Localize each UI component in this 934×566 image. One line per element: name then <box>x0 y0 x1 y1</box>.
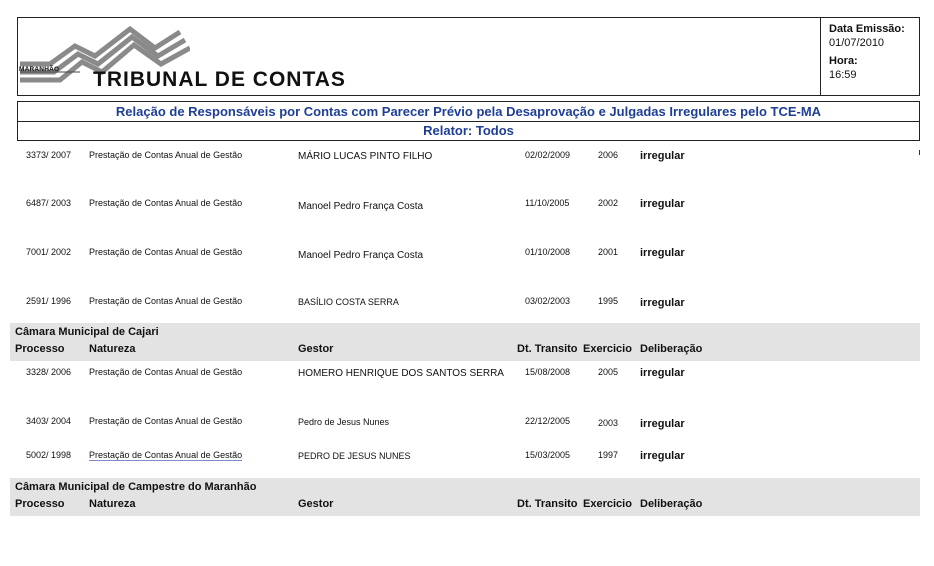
col-header-exercicio: Exercicio <box>583 343 632 355</box>
section-name: Câmara Municipal de Campestre do Maranhão <box>15 481 257 493</box>
exercicio-cell: 1997 <box>598 450 619 460</box>
processo-cell: 2591/ 1996 <box>26 296 72 306</box>
processo-cell: 3373/ 2007 <box>26 150 72 160</box>
table-row <box>0 247 934 267</box>
exercicio-cell: 2003 <box>598 418 619 428</box>
natureza-cell: Prestação de Contas Anual de Gestão <box>89 247 243 257</box>
col-header-deliberacao: Deliberação <box>640 498 703 510</box>
table-row <box>0 296 934 316</box>
gestor-cell: MÁRIO LUCAS PINTO FILHO <box>298 151 433 162</box>
processo-cell: 6487/ 2003 <box>26 198 72 208</box>
processo-cell: 3328/ 2006 <box>26 367 72 377</box>
section-header-cajari <box>10 323 920 361</box>
report-relator: Relator: Todos <box>423 123 514 138</box>
table-row <box>0 150 934 170</box>
dt-transito-cell: 02/02/2009 <box>525 150 571 160</box>
emission-time-label: Hora: <box>829 55 858 67</box>
col-header-processo: Processo <box>15 498 65 510</box>
processo-cell: 3403/ 2004 <box>26 416 72 426</box>
col-header-processo: Processo <box>15 343 65 355</box>
col-header-gestor: Gestor <box>298 343 334 355</box>
logo-title: TRIBUNAL DE CONTAS <box>93 68 346 91</box>
col-header-deliberacao: Deliberação <box>640 343 703 355</box>
deliberacao-cell: irregular <box>640 418 685 430</box>
dt-transito-cell: 03/02/2003 <box>525 296 571 306</box>
section-name: Câmara Municipal de Cajari <box>15 326 159 338</box>
col-header-gestor: Gestor <box>298 498 334 510</box>
emission-box <box>820 17 920 96</box>
emission-date-label: Data Emissão: <box>829 23 905 35</box>
processo-cell: 5002/ 1998 <box>26 450 72 460</box>
deliberacao-cell: irregular <box>640 450 685 462</box>
natureza-cell: Prestação de Contas Anual de Gestão <box>89 450 243 460</box>
natureza-cell: Prestação de Contas Anual de Gestão <box>89 367 243 377</box>
emission-date-value: 01/07/2010 <box>829 37 885 49</box>
col-header-exercicio: Exercicio <box>583 498 632 510</box>
dt-transito-cell: 15/03/2005 <box>525 450 571 460</box>
gestor-cell: HOMERO HENRIQUE DOS SANTOS SERRA <box>298 368 504 379</box>
exercicio-cell: 2002 <box>598 198 619 208</box>
table-row <box>0 416 934 436</box>
emission-time-value: 16:59 <box>829 69 857 81</box>
natureza-cell: Prestação de Contas Anual de Gestão <box>89 296 243 306</box>
exercicio-cell: 1995 <box>598 296 619 306</box>
report-title: Relação de Responsáveis por Contas com Parecer Prévio pela Desaprovação e Julgadas Irregulares pelo TCE-MA <box>115 104 822 119</box>
deliberacao-cell: irregular <box>640 297 685 309</box>
dt-transito-cell: 11/10/2005 <box>525 198 570 208</box>
dt-transito-cell: 15/08/2008 <box>525 367 571 377</box>
gestor-cell: PEDRO DE JESUS NUNES <box>298 451 411 461</box>
natureza-cell: Prestação de Contas Anual de Gestão <box>89 198 243 208</box>
deliberacao-cell: irregular <box>640 150 685 162</box>
gestor-cell: Manoel Pedro França Costa <box>298 201 424 212</box>
gestor-cell: Manoel Pedro França Costa <box>298 250 424 261</box>
natureza-cell: Prestação de Contas Anual de Gestão <box>89 150 243 160</box>
table-row <box>0 367 934 387</box>
deliberacao-cell: irregular <box>640 198 685 210</box>
natureza-cell: Prestação de Contas Anual de Gestão <box>89 416 243 426</box>
col-header-dt-transito: Dt. Transito <box>517 498 578 510</box>
processo-cell: 7001/ 2002 <box>26 247 72 257</box>
deliberacao-cell: irregular <box>640 367 685 379</box>
deliberacao-cell: irregular <box>640 247 685 259</box>
dt-transito-cell: 01/10/2008 <box>525 247 571 257</box>
col-header-natureza: Natureza <box>89 498 136 510</box>
col-header-dt-transito: Dt. Transito <box>517 343 578 355</box>
gestor-cell: BASÍLIO COSTA SERRA <box>298 297 399 307</box>
logo-state-text: MARANHÃO <box>19 66 60 73</box>
table-row <box>0 198 934 218</box>
table-row <box>0 450 934 470</box>
section-header-campestre <box>10 478 920 516</box>
gestor-cell: Pedro de Jesus Nunes <box>298 417 390 427</box>
report-title-box <box>17 101 920 141</box>
col-header-natureza: Natureza <box>89 343 136 355</box>
exercicio-cell: 2001 <box>598 247 619 257</box>
title-divider <box>18 121 919 122</box>
dt-transito-cell: 22/12/2005 <box>525 416 571 426</box>
exercicio-cell: 2005 <box>598 367 619 377</box>
exercicio-cell: 2006 <box>598 150 619 160</box>
